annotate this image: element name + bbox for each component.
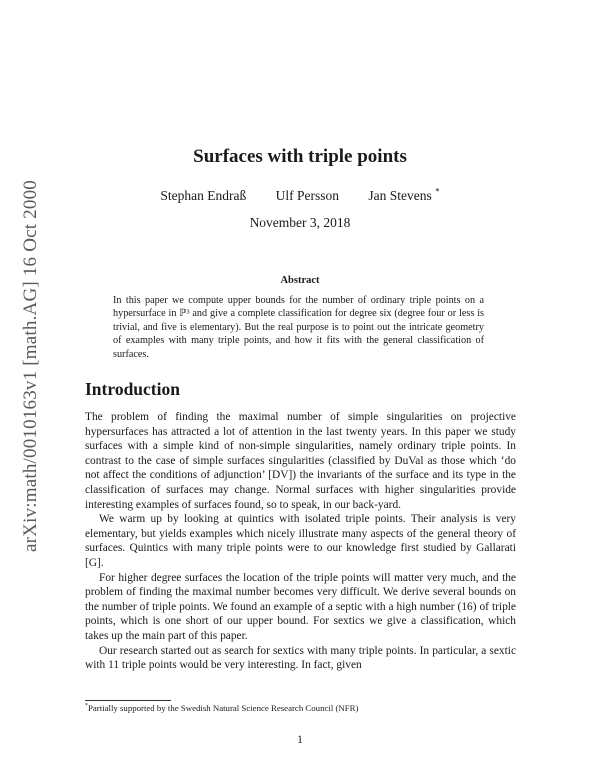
paper-date: November 3, 2018 (249, 215, 351, 230)
author-footnote-mark: * (435, 186, 440, 196)
paragraph: Our research started out as search for sextics with many triple points. In particular, a sextic with 11 triple points would be very interesting. In fact, given (85, 644, 516, 672)
abstract-heading: Abstract (280, 275, 320, 286)
abstract-text: In this paper we compute upper bounds for the number of ordinary triple points on a hypersurface in ℙ³ and give a complete classification for degree six (degree four or less is trivial, and five is elementary). But the real purpose is to point out the intricate geometry of examples with many triple points, and how it fits with the general classification of surfaces. (113, 295, 484, 360)
author-name: Stephan Endraß (160, 187, 247, 203)
paper-title: Surfaces with triple points (193, 146, 407, 167)
paragraph: We warm up by looking at quintics with isolated triple points. Their analysis is very elementary, but yields examples which nicely illustrate many aspects of the general theory of surfaces. Quintics with many triple points were to our knowledge first studied by Gallarati [G]. (85, 513, 516, 569)
footnote-mark: * (85, 703, 88, 710)
page-number: 1 (297, 734, 303, 746)
author-name: Jan Stevens * (368, 186, 440, 203)
author-list (0, 186, 600, 204)
footnote-text: Partially supported by the Swedish Natural Science Research Council (NFR) (88, 703, 359, 713)
arxiv-identifier: arXiv:math/0010163v1 [math.AG] 16 Oct 2000 (20, 180, 41, 552)
section-body (85, 410, 516, 673)
paragraph: For higher degree surfaces the location of the triple points will matter very much, and the problem of finding the maximal number becomes very difficult. We derive several bounds on the number of triple points. We found an example of a septic with a high number (16) of triple points, which is one short of our upper bound. For sextics we give a classification, which takes up the main part of this paper. (85, 571, 516, 642)
paragraph: The problem of finding the maximal number of simple singularities on projective hypersurfaces has attracted a lot of attention in the last twenty years. In this paper we study surfaces with a simple kind of non-simple singularities, namely ordinary triple points. In contrast to the case of simple surfaces singularities (classified by DuVal as those which ‘do not affect the conditions of adjunction’ [DV]) the invariants of the surface and its type in the classification of surfaces may change. Normal surfaces with higher singularities provide interesting examples of surfaces found, so to speak, in our back-yard. (85, 411, 516, 511)
footnote-rule (85, 700, 171, 701)
section-heading: Introduction (85, 379, 180, 399)
footnote (85, 703, 358, 713)
author-name: Ulf Persson (275, 187, 339, 203)
